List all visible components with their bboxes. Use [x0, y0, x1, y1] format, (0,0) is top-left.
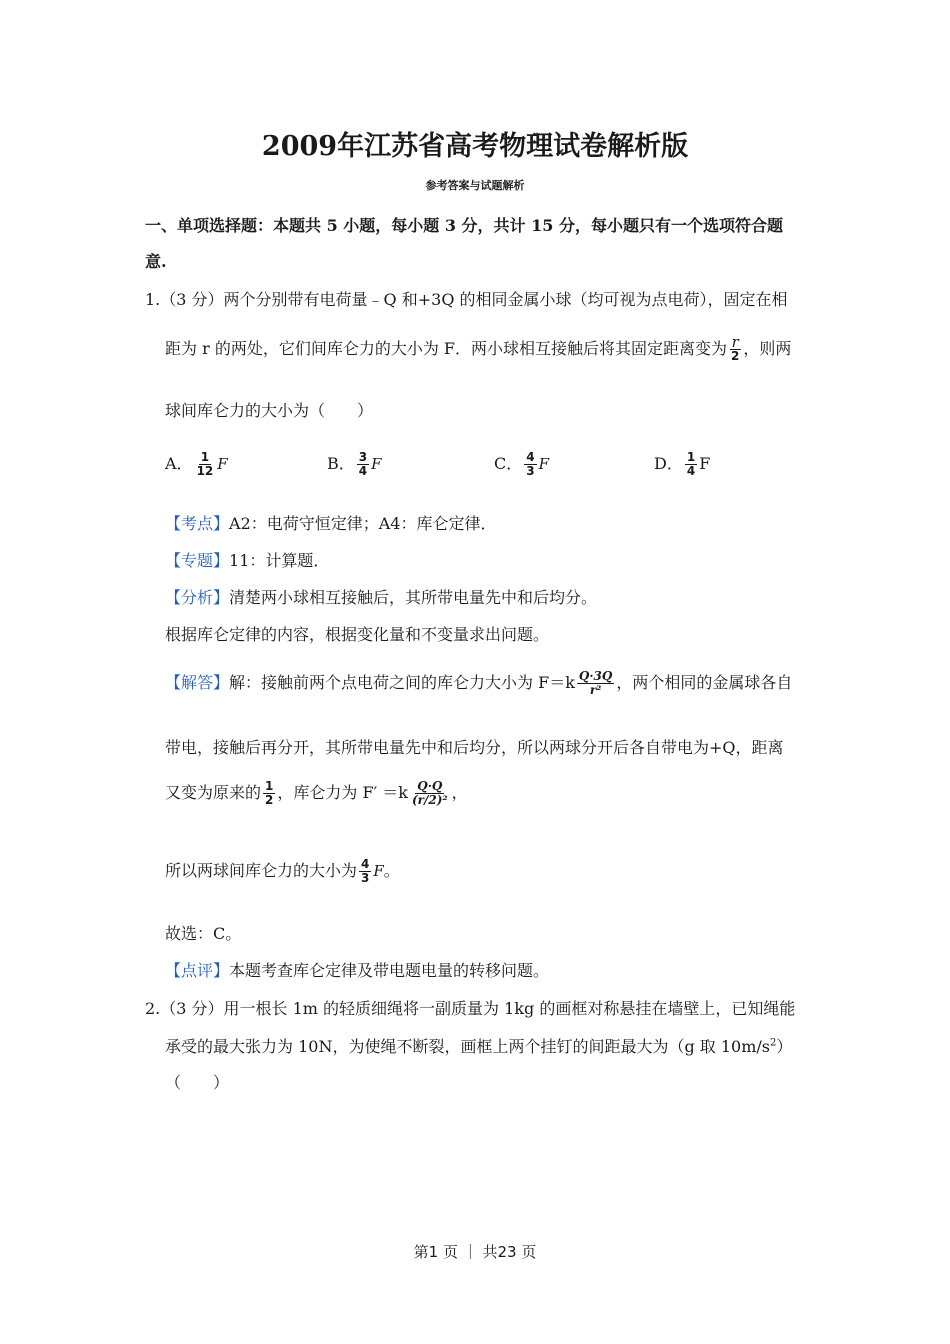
q2-stem-line1: 2.（3 分）用一根长 1m 的轻质细绳将一副质量为 1kg 的画框对称悬挂在墙壁上，已知绳能 [145, 999, 796, 1018]
q1-option-d [654, 451, 710, 478]
q1-jieda-line4 [165, 858, 400, 885]
option-var: F [699, 454, 711, 473]
jieda3-end: ， [451, 783, 468, 802]
frac-den: 4 [686, 464, 696, 478]
jieda-tag: 【解答】 [165, 673, 230, 692]
frac-num: 4 [361, 857, 370, 871]
fraction-r-over-2 [729, 333, 741, 363]
option-var: F [217, 455, 228, 473]
jieda3-text: 又变为原来的 [165, 783, 262, 802]
q1-kaodian [165, 511, 497, 534]
jieda4-text: 所以两球间库仑力的大小为 [165, 861, 358, 880]
option-label: A． [165, 454, 193, 473]
q1-stem-line1: 1.（3 分）两个分别带有电荷量﹣Q 和+3Q 的相同金属小球（均可视为点电荷），固定在相 [145, 290, 788, 309]
frac-den: 2 [731, 349, 740, 363]
zhuanti-text: 11：计算题． [229, 551, 330, 570]
q1-option-a [165, 451, 228, 478]
section-heading-line1: 一、单项选择题：本题共 5 小题，每小题 3 分，共计 15 分，每小题只有一个选项符合题 [145, 216, 783, 235]
option-label: D． [654, 454, 683, 473]
option-fraction [357, 451, 369, 478]
page-title: 2009年江苏省高考物理试卷解析版 [261, 131, 689, 162]
q1-option-c [494, 451, 549, 478]
frac-num: Q·Q [417, 779, 443, 793]
dianping-tag: 【点评】 [165, 961, 230, 980]
frac-num: r [731, 333, 739, 351]
option-fraction [195, 451, 216, 478]
q1-jieda-line3 [165, 780, 468, 807]
jieda-text: 解：接触前两个点电荷之间的库仑力大小为 F＝k [229, 673, 575, 692]
q1-answer: 故选：C。 [165, 924, 242, 943]
q2-line2-end: ） [776, 1037, 793, 1056]
q1-stem-line2-end: ，则两 [743, 339, 792, 358]
frac-num: Q·3Q [578, 669, 613, 683]
q2-superscript: 2 [770, 1037, 777, 1049]
half-fraction [263, 780, 275, 807]
coulomb-fraction [577, 670, 614, 697]
jieda4-end: 。 [383, 861, 400, 880]
frac-den: 3 [361, 871, 370, 885]
frac-den: 12 [196, 464, 214, 478]
option-var: F [371, 455, 382, 473]
page-subtitle: 参考答案与试题解析 [425, 179, 525, 192]
frac-num: 1 [265, 779, 274, 793]
q2-stem-line3: （ ） [165, 1073, 230, 1092]
result-var: F [373, 862, 384, 880]
q1-option-b [327, 451, 382, 478]
jieda-text-end: ，两个相同的金属球各自 [616, 673, 793, 692]
option-label: B． [327, 454, 355, 473]
result-fraction [359, 858, 371, 885]
q1-stem-line2-text: 距为 r 的两处，它们间库仑力的大小为 F．两小球相互接触后将其固定距离变为 [165, 339, 728, 358]
frac-num: 1 [200, 450, 210, 464]
q1-fenxi [165, 585, 597, 608]
option-var: F [538, 455, 550, 473]
jieda3-mid: ，库仑力为 F′ ＝k [277, 783, 408, 802]
kaodian-tag: 【考点】 [165, 514, 230, 533]
frac-den: r² [589, 683, 602, 697]
q1-jieda-line2: 带电，接触后再分开，其所带电量先中和后均分，所以两球分开后各自带电为+Q，距离 [165, 738, 784, 757]
frac-den: 2 [265, 793, 274, 807]
option-fraction [524, 451, 536, 478]
coulomb-fraction-2 [410, 780, 450, 807]
option-label: C． [494, 454, 523, 473]
frac-den: 3 [526, 464, 535, 478]
zhuanti-tag: 【专题】 [165, 551, 230, 570]
dianping-text: 本题考查库仑定律及带电题电量的转移问题。 [229, 961, 550, 980]
frac-num: 1 [686, 450, 696, 464]
q1-stem-line3: 球间库仑力的大小为（ ） [165, 401, 374, 420]
frac-den: 4 [358, 464, 368, 478]
q1-jieda-line1 [165, 670, 792, 697]
q2-line2-text: 承受的最大张力为 10N，为使绳不断裂，画框上两个挂钉的间距最大为（g 取 10m/s [165, 1037, 770, 1056]
frac-num: 3 [358, 450, 368, 464]
q1-zhuanti [165, 548, 329, 571]
kaodian-text: A2：电荷守恒定律；A4：库仑定律． [229, 514, 497, 533]
q1-fenxi-line2: 根据库仑定律的内容，根据变化量和不变量求出问题。 [165, 625, 550, 644]
frac-den: (r/2)² [411, 793, 448, 807]
fenxi-text: 清楚两小球相互接触后，其所带电量先中和后均分。 [229, 588, 598, 607]
option-fraction [685, 451, 697, 478]
q2-stem-line2 [165, 1034, 792, 1057]
frac-num: 4 [526, 450, 535, 464]
section-heading-line2: 意. [145, 252, 167, 271]
q1-stem-line2 [165, 333, 792, 363]
q1-dianping [165, 958, 549, 981]
page-footer: 第1 页 ｜ 共23 页 [413, 1243, 537, 1261]
fenxi-tag: 【分析】 [165, 588, 230, 607]
